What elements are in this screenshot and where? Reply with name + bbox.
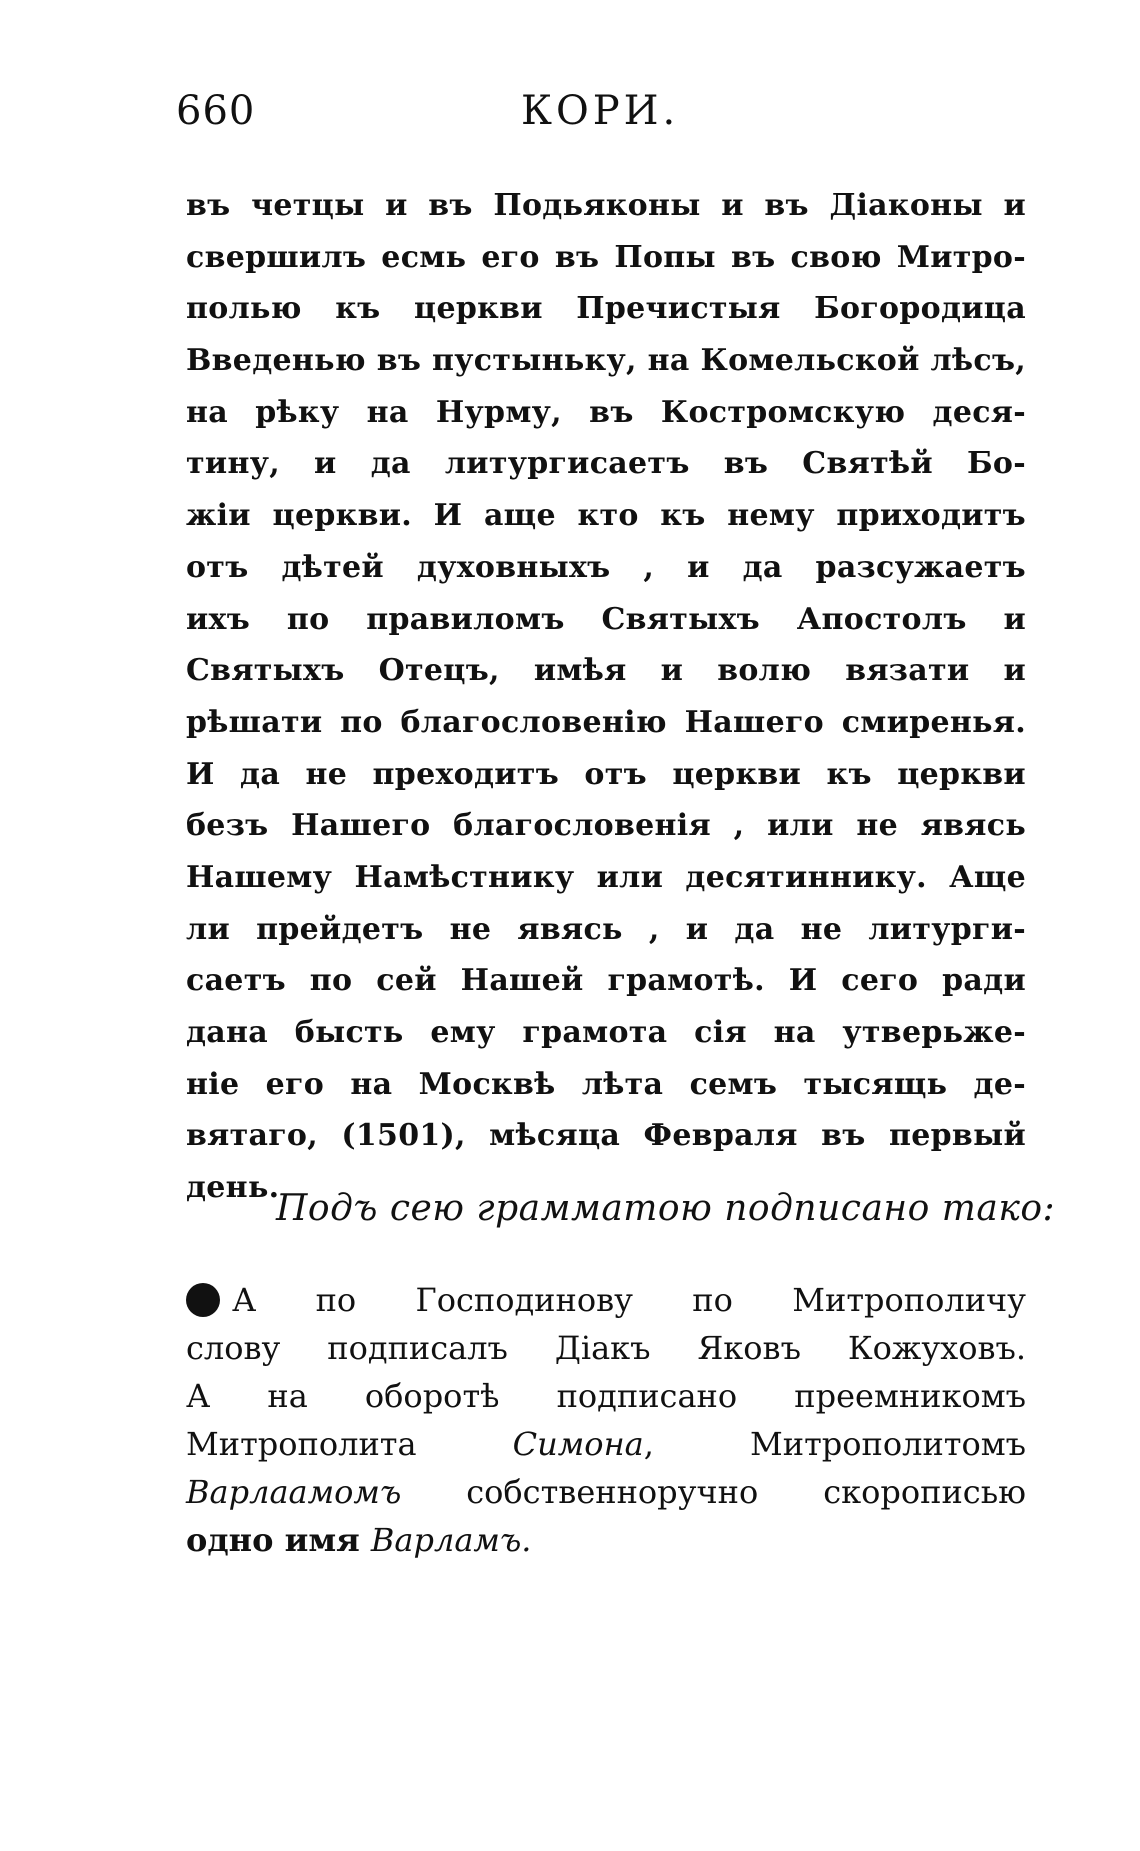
name-varlaam: Варлаамомъ	[186, 1473, 402, 1511]
text-line: жіи церкви. И аще кто къ нему приходитъ	[186, 498, 1026, 534]
text-line: безъ Нашего благословенія , или не явясь	[186, 808, 1026, 844]
signature-line: слову подписалъ Діакъ Яковъ Кожуховъ.	[186, 1329, 1026, 1367]
signature-text: А по Господинову по Митрополичу	[232, 1281, 1026, 1319]
signature-line	[186, 1516, 1026, 1564]
text-line: отъ дѣтей духовныхъ , и да разсужаетъ	[186, 549, 1026, 585]
text-line: полью къ церкви Пречистыя Богородица	[186, 291, 1026, 327]
text-line: ніе его на Москвѣ лѣта семъ тысящь де-	[186, 1066, 1026, 1102]
signature-line: А на оборотѣ подписано преемникомъ	[186, 1377, 1026, 1415]
signature-line	[186, 1420, 1026, 1468]
text-line: въ четцы и въ Подьяконы и въ Діаконы и	[186, 188, 1026, 223]
signature-line	[186, 1468, 1026, 1516]
text-line: Святыхъ Отецъ, имѣя и волю вязати и	[186, 653, 1026, 689]
text-line: Введенью въ пустыньку, на Комельской лѣсъ,	[186, 343, 1026, 379]
document-body	[186, 180, 1026, 1214]
text-line: саетъ по сей Нашей грамотѣ. И сего ради	[186, 963, 1026, 999]
text-line: вятаго, (1501), мѣсяца Февраля въ первый	[186, 1118, 1026, 1154]
signature-line	[186, 1276, 1026, 1324]
text-line: на рѣку на Нурму, въ Костромскую деся-	[186, 394, 1026, 430]
text-line: ихъ по правиломъ Святыхъ Апостолъ и	[186, 601, 1026, 637]
text-line: Нашему Намѣстнику или десятиннику. Аще	[186, 859, 1026, 895]
signature-text: одно имя	[186, 1521, 371, 1559]
text-line: И да не преходитъ отъ церкви къ церкви	[186, 756, 1026, 792]
text-line: день.	[186, 1170, 280, 1206]
text-line: ли прейдетъ не явясь , и да не литурги-	[186, 911, 1026, 947]
signature-text: , Митрополитомъ	[643, 1425, 1026, 1463]
seal-icon	[186, 1283, 220, 1317]
subscription-heading: Подъ сею грамматою подписано тако:	[276, 1188, 1056, 1229]
signature-text: Митрополита	[186, 1425, 513, 1463]
text-line: свершилъ есмь его въ Попы въ свою Митро-	[186, 239, 1026, 275]
page-header	[176, 88, 1036, 148]
signature-block	[186, 1276, 1026, 1564]
signature-text: собственноручно скорописью	[401, 1473, 1026, 1511]
handwritten-name: Варламъ.	[370, 1521, 532, 1559]
running-title: КОРИ.	[521, 88, 680, 134]
text-line: рѣшати по благословенію Нашего смиренья.	[186, 704, 1026, 740]
text-line: дана бысть ему грамота сія на утверьже-	[186, 1015, 1026, 1050]
text-line: тину, и да литургисаетъ въ Святѣй Бо-	[186, 446, 1026, 482]
page-number: 660	[176, 88, 256, 134]
name-simon: Симона	[512, 1425, 644, 1463]
